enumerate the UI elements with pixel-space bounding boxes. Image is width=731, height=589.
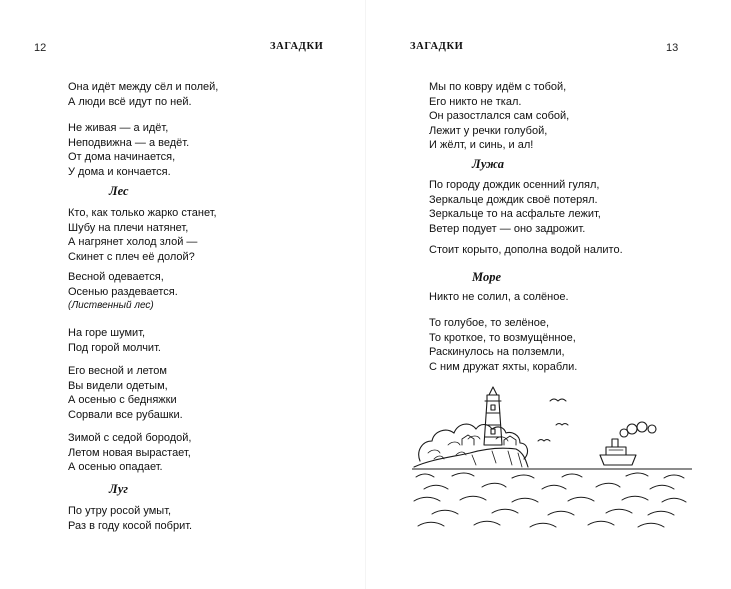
riddle-line: А люди всё идут по ней. [68, 95, 192, 108]
riddle-line: Раз в году косой побрит. [68, 519, 193, 532]
riddle-line: И жёлт, и синь, и ал! [429, 139, 534, 152]
running-head-right: ЗАГАДКИ [410, 41, 464, 52]
riddle-carpet [429, 80, 569, 153]
riddle-answer: (Лиственный лес) [68, 300, 154, 311]
riddle-forest-1 [68, 206, 217, 264]
riddle-line: Осенью раздевается. [68, 285, 178, 298]
riddle-line: Летом новая вырастает, [68, 446, 191, 459]
riddle-line: По утру росой умыт, [68, 505, 172, 517]
riddle-line: Зеркальце дождик своё потерял. [429, 193, 598, 206]
riddle-line: Весной одевается, [68, 271, 164, 283]
riddle-line: На горе шумит, [68, 327, 146, 339]
riddle-line: Ветер подует — оно задрожит. [429, 222, 586, 235]
sea-waves [414, 473, 686, 527]
riddle-forest-3 [68, 326, 161, 355]
riddle-line: Зеркальце то на асфальте лежит, [429, 208, 601, 221]
riddle-meadow [68, 504, 192, 533]
riddle-line: Мы по ковру идём с тобой, [429, 81, 567, 93]
shore-bushes [419, 424, 528, 461]
riddle-line: Скинет с плеч её долой? [68, 250, 195, 263]
section-title-luzha: Лужа [472, 157, 505, 171]
section-title-more: Море [472, 270, 501, 284]
riddle-line: Стоит корыто, дополна водой налито. [429, 244, 623, 256]
riddle-forest-5 [68, 431, 192, 475]
riddle-line: Вы видели одетым, [68, 379, 168, 392]
riddle-line: Зимой с седой бородой, [68, 432, 192, 444]
riddle-line: Под горой молчит. [68, 341, 161, 354]
left-page [0, 0, 365, 589]
riddle-line: Раскинулось на полземли, [429, 346, 565, 359]
riddle-puddle-1 [429, 178, 601, 236]
riddle-line: Его весной и летом [68, 365, 167, 377]
running-head-left: ЗАГАДКИ [270, 41, 324, 52]
riddle-line: Не живая — а идёт, [68, 122, 169, 134]
riddle-line: Сорвали все рубашки. [68, 408, 183, 421]
riddle-line: Он разостлался сам собой, [429, 110, 570, 123]
riddle-forest-4 [68, 364, 183, 422]
riddle-line: Его никто не ткал. [429, 95, 522, 108]
steamship-icon [600, 422, 656, 465]
riddle-line: Кто, как только жарко станет, [68, 207, 217, 219]
riddle-sea-1 [429, 290, 569, 305]
page-number-right: 13 [666, 42, 679, 54]
riddle-line: А осенью опадает. [68, 461, 163, 474]
riddle-line: От дома начинается, [68, 151, 176, 164]
section-title-les: Лес [109, 184, 129, 198]
riddle-line: С ним дружат яхты, корабли. [429, 360, 578, 373]
riddle-line: Никто не солил, а солёное. [429, 291, 569, 303]
riddle-line: У дома и кончается. [68, 165, 171, 178]
riddle-line: По городу дождик осенний гулял, [429, 179, 600, 191]
page-number-left: 12 [34, 42, 47, 54]
riddle-line: Лежит у речки голубой, [429, 124, 548, 137]
riddle-line: То кроткое, то возмущённое, [429, 331, 576, 344]
section-title-lug: Луг [109, 482, 128, 496]
riddle-line: А нагрянет холод злой — [68, 236, 198, 249]
lighthouse-icon [484, 387, 502, 445]
riddle-line: Шубу на плечи натянет, [68, 221, 189, 234]
riddle-line: Она идёт между сёл и полей, [68, 81, 219, 93]
riddle-line: А осенью с бедняжки [68, 394, 177, 407]
riddle-line: Неподвижна — а ведёт. [68, 136, 190, 149]
riddle-line: То голубое, то зелёное, [429, 317, 550, 329]
riddle-path [68, 121, 189, 179]
riddle-sea-2 [429, 316, 577, 374]
seagulls-icon [538, 399, 568, 441]
sea-lighthouse-illustration [412, 383, 692, 533]
riddle-road [68, 80, 218, 109]
riddle-forest-2 [68, 270, 178, 299]
riddle-puddle-2 [429, 243, 623, 258]
